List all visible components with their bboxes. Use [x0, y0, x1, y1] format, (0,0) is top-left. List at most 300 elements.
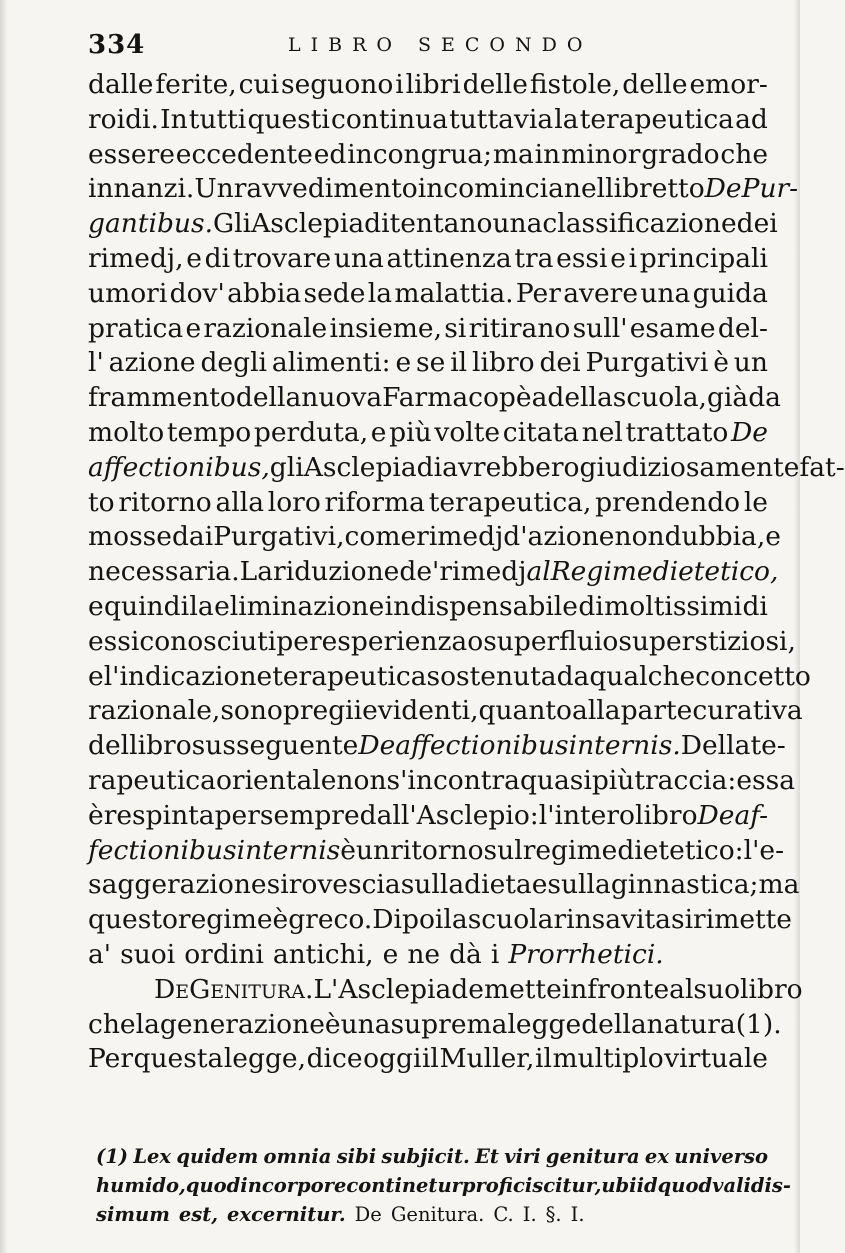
- word: questo: [88, 904, 178, 936]
- word: De: [358, 730, 396, 762]
- word: si: [266, 869, 289, 901]
- word: L'Asclepiade: [313, 973, 484, 1005]
- word: gantibus.: [88, 208, 214, 240]
- word: regime: [177, 904, 273, 936]
- word: Per: [88, 1043, 133, 1075]
- word: suo: [693, 973, 741, 1005]
- word: scuola: [467, 904, 554, 936]
- body-line: [88, 486, 768, 521]
- word: perduta,: [253, 416, 369, 448]
- body-line: [88, 729, 786, 764]
- word: rimedj: [416, 521, 504, 553]
- word: della: [547, 382, 613, 414]
- word: rinsavita: [553, 904, 671, 936]
- word: principali: [639, 242, 768, 274]
- word: i: [628, 242, 638, 274]
- word: mosse: [88, 521, 172, 553]
- word: ed: [313, 138, 347, 170]
- word: pratica: [88, 312, 184, 344]
- word: indispensabile: [384, 590, 578, 622]
- word: tutti: [188, 103, 247, 135]
- word: avrebbero: [442, 451, 580, 483]
- word: volte: [434, 416, 501, 448]
- word: sulla: [547, 869, 611, 901]
- word: la: [554, 103, 579, 135]
- word: terapeutica: [272, 660, 427, 692]
- word: della: [581, 1008, 647, 1040]
- body-line: [88, 277, 768, 312]
- word: Farmacopèa: [382, 382, 548, 414]
- word: I.: [570, 1203, 585, 1226]
- word: più: [389, 416, 432, 448]
- word: ritirano: [468, 312, 571, 344]
- word: che: [720, 138, 768, 170]
- word: Genitura.: [189, 973, 314, 1005]
- word: il: [450, 347, 468, 379]
- body-line: [88, 1008, 782, 1043]
- word: è: [272, 904, 289, 936]
- word: malattia.: [394, 277, 514, 309]
- word: abbia: [227, 277, 302, 309]
- word: libro: [129, 730, 192, 762]
- word: universo: [674, 1145, 768, 1168]
- body-line: [88, 799, 768, 834]
- word: Pur-: [741, 173, 799, 205]
- body-line: [88, 903, 792, 938]
- word: rimedj,: [88, 242, 184, 274]
- word: incongrua;: [347, 138, 493, 170]
- word: Regime: [550, 556, 653, 588]
- word: avere: [563, 277, 639, 309]
- word: del-: [717, 312, 768, 344]
- word: al: [669, 973, 694, 1005]
- word: cui: [238, 69, 280, 100]
- word: e: [186, 242, 202, 274]
- word: De: [704, 173, 742, 205]
- word: id: [636, 1174, 658, 1197]
- word: l': [743, 834, 760, 866]
- word: essi: [556, 242, 608, 274]
- word: terapeutica,: [428, 486, 592, 518]
- word: citata: [502, 416, 579, 448]
- word: eccedente: [175, 138, 313, 170]
- word: genitura: [545, 1145, 640, 1168]
- word: del: [88, 730, 130, 762]
- word: incomincia: [417, 173, 564, 205]
- word: la: [135, 1008, 160, 1040]
- word: affectionibus: [395, 730, 569, 762]
- word: un: [733, 347, 768, 379]
- word: rovescia: [288, 869, 401, 901]
- word: insieme,: [329, 312, 443, 344]
- word: terapeutica: [579, 103, 734, 135]
- word: ma: [758, 869, 800, 901]
- word: e: [382, 938, 399, 970]
- word: libri: [405, 69, 461, 100]
- word: mette: [483, 973, 562, 1005]
- word: rapeutica: [88, 764, 216, 796]
- word: Asclepiadi: [251, 208, 390, 240]
- word: eliminazione: [214, 590, 385, 622]
- word: come: [344, 521, 417, 553]
- scan-edge-left: [0, 0, 8, 1253]
- word: in: [534, 138, 561, 170]
- word: excernitur.: [227, 1203, 346, 1226]
- word: dall'Asclepio:: [359, 799, 539, 831]
- footnote-line: [96, 1171, 792, 1200]
- word: (1): [96, 1145, 129, 1168]
- word: che: [88, 1008, 136, 1040]
- word: i: [490, 938, 500, 970]
- body-line: [88, 416, 768, 451]
- body-line: [88, 555, 779, 590]
- word: una: [333, 242, 384, 274]
- word: De: [697, 799, 735, 831]
- word: esperienza: [321, 625, 468, 657]
- word: ma: [492, 138, 534, 170]
- word: innanzi.: [88, 173, 195, 205]
- body-text: [88, 68, 845, 1077]
- word: degli: [200, 347, 268, 379]
- word: riduzione: [273, 556, 400, 588]
- word: in: [561, 973, 588, 1005]
- word: omnia: [263, 1145, 332, 1168]
- word: fectionibus: [88, 834, 237, 866]
- word: più: [591, 764, 635, 796]
- word: libro: [634, 799, 698, 831]
- word: Genitura.: [390, 1203, 485, 1226]
- word: legge,: [223, 1043, 307, 1075]
- word: dei: [736, 208, 778, 240]
- word: orientale: [215, 764, 337, 796]
- body-line: [88, 938, 768, 973]
- page-number: 334: [88, 30, 146, 60]
- word: dietetico,: [652, 556, 779, 588]
- word: e: [610, 242, 626, 274]
- word: una: [640, 277, 691, 309]
- body-line: [88, 346, 768, 381]
- word: è: [88, 799, 104, 831]
- word: essi: [88, 625, 140, 657]
- word: esame: [629, 312, 716, 344]
- word: dà: [449, 938, 482, 970]
- word: In: [160, 103, 188, 135]
- word: Muller,: [439, 1043, 535, 1075]
- body-line: [88, 172, 799, 207]
- word: rimette: [693, 904, 792, 936]
- word: già: [706, 382, 749, 414]
- word: alla: [215, 486, 265, 518]
- body-line: [88, 660, 811, 695]
- body-line: [88, 625, 796, 660]
- word: la: [443, 904, 468, 936]
- body-line: [88, 207, 778, 242]
- word: non: [336, 764, 387, 796]
- word: Dipoi: [372, 904, 444, 936]
- word: legge: [507, 1008, 582, 1040]
- word: ferite,: [155, 69, 237, 100]
- word: necessaria.: [88, 556, 240, 588]
- word: è: [713, 347, 729, 379]
- body-line: [88, 68, 768, 103]
- word: è: [340, 834, 356, 866]
- word: da: [748, 382, 781, 414]
- word: subjicit.: [381, 1145, 470, 1168]
- word: grado: [641, 138, 720, 170]
- word: e: [531, 869, 548, 901]
- word: sibi: [336, 1145, 377, 1168]
- body-line: [88, 242, 768, 277]
- word: viri: [504, 1145, 541, 1168]
- word: Et: [475, 1145, 499, 1168]
- word: superflui: [483, 625, 603, 657]
- word: guida: [692, 277, 768, 309]
- word: parte: [620, 695, 693, 727]
- word: ginnastica;: [610, 869, 759, 901]
- word: i: [395, 69, 404, 100]
- word: alimenti:: [271, 347, 391, 379]
- word: e: [395, 347, 412, 379]
- word: generazione: [159, 1008, 325, 1040]
- body-line: [88, 694, 803, 729]
- word: libro: [472, 347, 535, 379]
- word: tentano: [389, 208, 493, 240]
- word: Purgativi: [585, 347, 709, 379]
- word: giudiziosamente: [579, 451, 800, 483]
- word: razionale: [203, 312, 328, 344]
- word: affectionibus,: [88, 451, 270, 483]
- word: internis: [236, 834, 341, 866]
- word: quod: [185, 1174, 241, 1197]
- body-line: [88, 312, 768, 347]
- word: conosciuti: [139, 625, 277, 657]
- word: de': [399, 556, 440, 588]
- word: questa: [133, 1043, 224, 1075]
- word: natura: [646, 1008, 736, 1040]
- word: superstiziosi,: [618, 625, 796, 657]
- word: Lex: [133, 1145, 172, 1168]
- word: di: [204, 242, 231, 274]
- word: to: [88, 486, 115, 518]
- word: se: [416, 347, 446, 379]
- body-line: [88, 868, 800, 903]
- word: rimedj: [439, 556, 527, 588]
- word: prendendo: [595, 486, 741, 518]
- word: §.: [545, 1203, 562, 1226]
- word: la: [189, 590, 214, 622]
- word: s': [386, 764, 408, 796]
- word: simum: [96, 1203, 170, 1226]
- word: dei: [539, 347, 581, 379]
- word: delle: [462, 69, 528, 100]
- body-line: [88, 973, 803, 1008]
- word: tra: [514, 242, 554, 274]
- word: ubi: [601, 1174, 637, 1197]
- word: evidenti,: [362, 695, 479, 727]
- word: classificazione: [542, 208, 737, 240]
- word: nel: [563, 173, 606, 205]
- word: seguono: [281, 69, 394, 100]
- page-header: [88, 30, 768, 64]
- word: e: [88, 590, 104, 622]
- word: quod: [657, 1174, 713, 1197]
- body-line: [88, 1042, 768, 1077]
- word: ravvedimento: [233, 173, 418, 205]
- word: d'azione: [503, 521, 615, 553]
- word: emor-: [689, 69, 768, 100]
- word: libro: [740, 973, 803, 1005]
- word: concetto: [695, 660, 811, 692]
- word: De: [731, 416, 768, 448]
- word: delle: [622, 69, 688, 100]
- word: fistole,: [529, 69, 621, 100]
- word: l': [88, 347, 104, 379]
- word: dubbia,: [664, 521, 766, 553]
- word: alla: [572, 695, 621, 727]
- word: una: [340, 1008, 391, 1040]
- word: azione: [108, 347, 196, 379]
- word: humido,: [96, 1174, 186, 1197]
- word: non: [614, 521, 665, 553]
- word: sede: [303, 277, 366, 309]
- word: quindi: [104, 590, 190, 622]
- word: e: [88, 660, 104, 692]
- body-line: [88, 834, 785, 869]
- word: tuttavia: [449, 103, 554, 135]
- word: nel: [581, 416, 623, 448]
- word: nuova: [301, 382, 383, 414]
- word: De: [154, 973, 190, 1005]
- word: loro: [267, 486, 321, 518]
- word: le: [743, 486, 768, 518]
- footnote: [96, 1142, 792, 1229]
- word: sono: [220, 695, 283, 727]
- word: minor: [561, 138, 641, 170]
- word: umori: [88, 277, 168, 309]
- word: l'intero: [538, 799, 635, 831]
- word: Della: [680, 730, 751, 762]
- word: o: [602, 625, 619, 657]
- word: o: [467, 625, 484, 657]
- word: e: [185, 312, 202, 344]
- word: pregii: [282, 695, 363, 727]
- word: trovare: [232, 242, 332, 274]
- word: attinenza: [386, 242, 512, 274]
- word: (1).: [735, 1008, 782, 1040]
- word: Prorrhetici.: [508, 938, 664, 970]
- word: traccia:: [634, 764, 737, 796]
- word: dalle: [88, 69, 154, 100]
- word: sul: [483, 834, 523, 866]
- body-line: [88, 590, 768, 625]
- word: ritorno: [118, 486, 212, 518]
- word: virtuale: [664, 1043, 768, 1075]
- word: ad: [735, 103, 768, 135]
- word: incontra: [407, 764, 520, 796]
- word: roidi.: [88, 103, 159, 135]
- word: corpore: [261, 1174, 347, 1197]
- word: af-: [734, 799, 769, 831]
- word: dov': [169, 277, 225, 309]
- word: si: [670, 904, 694, 936]
- word: fat-: [799, 451, 845, 483]
- word: Un: [194, 173, 234, 205]
- word: Purgativi,: [213, 521, 345, 553]
- word: sull': [572, 312, 628, 344]
- word: il: [534, 1043, 552, 1075]
- word: essere: [88, 138, 175, 170]
- word: C.: [493, 1203, 514, 1226]
- body-line: [88, 381, 781, 416]
- word: molto: [88, 416, 165, 448]
- word: curativa: [692, 695, 803, 727]
- word: validis-: [712, 1174, 792, 1197]
- word: La: [239, 556, 274, 588]
- word: fronte: [587, 973, 670, 1005]
- word: razionale,: [88, 695, 221, 727]
- word: saggerazione: [88, 869, 267, 901]
- body-line: [88, 764, 796, 799]
- word: greco.: [288, 904, 373, 936]
- word: est,: [178, 1203, 219, 1226]
- word: trattato: [625, 416, 729, 448]
- word: al: [526, 556, 551, 588]
- word: questi: [247, 103, 330, 135]
- word: quanto: [478, 695, 573, 727]
- body-line: [88, 103, 768, 138]
- word: continetur: [346, 1174, 462, 1197]
- word: libretto: [605, 173, 705, 205]
- word: multiplo: [552, 1043, 664, 1075]
- word: qualche: [589, 660, 696, 692]
- word: di: [742, 590, 768, 622]
- word: da: [556, 660, 590, 692]
- word: susseguente: [191, 730, 359, 762]
- word: proficiscitur,: [461, 1174, 602, 1197]
- word: dietetico:: [617, 834, 744, 866]
- word: regime: [522, 834, 618, 866]
- word: tempo: [166, 416, 252, 448]
- word: dieta: [464, 869, 532, 901]
- word: antichi,: [272, 938, 374, 970]
- footnote-line: [96, 1200, 768, 1229]
- word: e-: [759, 834, 785, 866]
- word: I.: [522, 1203, 537, 1226]
- word: la: [367, 277, 393, 309]
- word: te-: [750, 730, 786, 762]
- word: Gli: [213, 208, 252, 240]
- word: dai: [171, 521, 214, 553]
- word: sempre: [259, 799, 360, 831]
- word: della: [235, 382, 302, 414]
- word: moltissimi: [604, 590, 743, 622]
- word: un: [355, 834, 391, 866]
- word: gli: [269, 451, 304, 483]
- word: è: [324, 1008, 341, 1040]
- word: sulla: [400, 869, 465, 901]
- word: in: [240, 1174, 262, 1197]
- word: ordini: [184, 938, 264, 970]
- word: sostenuta: [426, 660, 557, 692]
- word: frammento: [88, 382, 236, 414]
- word: di: [578, 590, 604, 622]
- word: ne: [407, 938, 441, 970]
- body-line: [88, 138, 768, 173]
- word: e: [765, 521, 781, 553]
- footnote-line: [96, 1142, 768, 1171]
- word: l'indicazione: [103, 660, 273, 692]
- body-line: [88, 520, 781, 555]
